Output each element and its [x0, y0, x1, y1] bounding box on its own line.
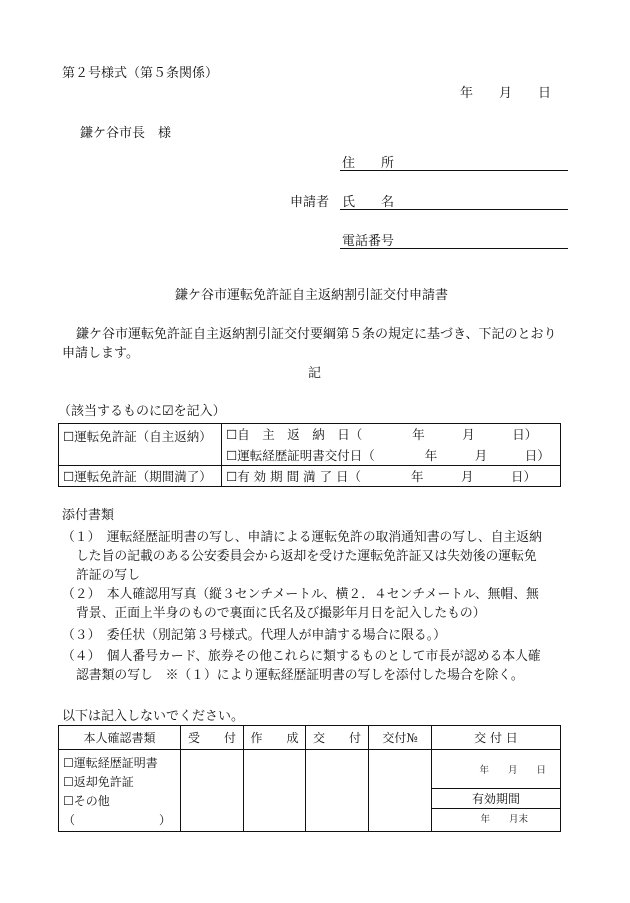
selection-row-3 [59, 466, 561, 487]
issuance-cell [306, 750, 369, 832]
attachment-line: した旨の記載のある公安委員会から返却を受けた運転免許証又は失効後の運転免 [76, 549, 537, 564]
option-expiration[interactable]: ☐運転免許証（期間満了） [59, 466, 222, 487]
selection-row-1 [59, 424, 561, 445]
creation-cell [244, 750, 306, 832]
validity-value: 年 月末 [480, 814, 528, 825]
body-text-2: 申請します。 [62, 346, 139, 361]
issue-date-value: 年 月 日 [479, 765, 546, 776]
option-certificate-date[interactable]: ☐運転経歴証明書交付日（ 年 月 日） [222, 445, 561, 466]
attachment-line: 認書類の写し ※（１）により運転経歴証明書の写しを添付した場合を除く。 [76, 668, 524, 683]
validity-label: 有効期間 [432, 789, 560, 809]
option-return-date[interactable]: ☐自 主 返 納 日（ 年 月 日） [222, 424, 561, 445]
header-id-docs: 本人確認書類 [59, 726, 181, 750]
address-label: 住 所 [342, 156, 395, 171]
form-number: 第２号様式（第５条関係） [62, 66, 219, 81]
header-issue-number: 交付№ [369, 726, 432, 750]
instruction: （該当するものに☑を記入） [58, 404, 226, 419]
id-docs-options [59, 750, 181, 832]
issue-date-cell [432, 750, 561, 789]
ki-label: 記 [308, 366, 322, 381]
header-issuance: 交 付 [306, 726, 369, 750]
doc-option-returned-license[interactable]: ☐返却免許証 [63, 775, 134, 789]
doc-option-other[interactable]: ☐その他 [63, 794, 110, 808]
date-line: 年 月 日 [460, 86, 552, 101]
office-body-row-1 [59, 750, 561, 789]
attachment-line: （１） 運転経歴証明書の写し、申請による運転免許の取消通知書の写し、自主返納 [62, 530, 542, 545]
doc-option-other-detail: （ ） [63, 813, 172, 827]
attachment-line: 許証の写し [76, 568, 140, 583]
office-note: 以下は記入しないでください。 [62, 709, 245, 724]
address-underline [340, 170, 568, 171]
body-text-1: 鎌ケ谷市運転免許証自主返納割引証交付要綱第５条の規定に基づき、下記のとおり [76, 327, 557, 342]
issue-number-cell [369, 750, 432, 832]
office-header-row [59, 726, 561, 750]
document-title: 鎌ケ谷市運転免許証自主返納割引証交付申請書 [175, 288, 449, 303]
option-expiration-date[interactable]: ☐有 効 期 間 満 了 日（ 年 月 日） [222, 466, 561, 487]
name-underline [340, 209, 568, 210]
attachment-line: 背景、正面上半身のもので裏面に氏名及び撮影年月日を記入したもの） [76, 606, 486, 621]
attachment-line: （３） 委任状（別記第３号様式。代理人が申請する場合に限る。） [62, 628, 446, 643]
name-label: 氏 名 [342, 195, 395, 210]
doc-option-certificate[interactable]: ☐運転経歴証明書 [63, 756, 158, 770]
office-table [58, 725, 561, 832]
phone-underline [340, 248, 568, 249]
validity-cell [432, 789, 561, 832]
attachments-heading: 添付書類 [62, 508, 115, 523]
reception-cell [181, 750, 244, 832]
header-issue-date: 交 付 日 [432, 726, 561, 750]
header-reception: 受 付 [181, 726, 244, 750]
applicant-label: 申請者 [290, 195, 330, 210]
header-creation: 作 成 [244, 726, 306, 750]
attachment-line: （４） 個人番号カード、旅券その他これらに類するものとして市長が認める本人確 [62, 649, 541, 664]
attachment-line: （２） 本人確認用写真（縦３センチメートル、横２．４センチメートル、無帽、無 [62, 587, 539, 602]
selection-table [58, 423, 561, 487]
phone-label: 電話番号 [342, 234, 395, 249]
option-voluntary-return[interactable]: ☐運転免許証（自主返納） [59, 424, 222, 466]
addressee: 鎌ケ谷市長 様 [80, 126, 172, 141]
